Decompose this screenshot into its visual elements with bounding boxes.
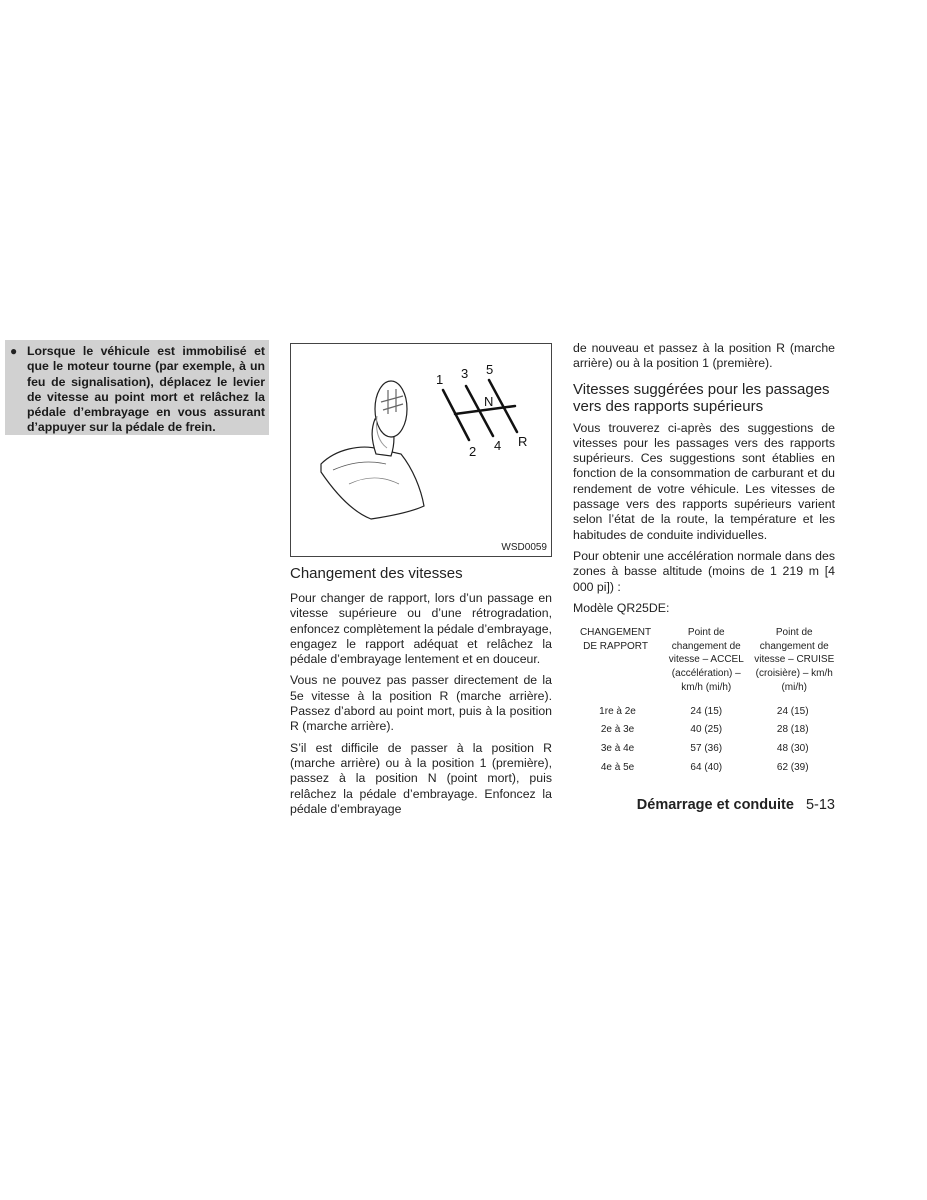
table-cell: 4e à 5e — [600, 761, 635, 773]
table-cell: 24 (15) — [776, 705, 809, 717]
section-gear-change — [290, 565, 552, 817]
paragraph: S’il est difficile de passer à la position R (marche arrière) ou à la position 1 (première), passez à la position N (point mort), puis relâchez la pédale d’embrayage. Enfoncez la pédale d’embrayage — [290, 740, 552, 816]
warning-bullet: ● — [10, 344, 18, 358]
table-cell: 28 (18) — [776, 724, 809, 736]
shift-speed-table — [573, 626, 835, 777]
page-number: 5-13 — [805, 797, 835, 813]
section-heading: Changement des vitesses — [290, 565, 463, 582]
gear-5-label: 5 — [486, 362, 494, 377]
table-cell: 24 (15) — [690, 705, 723, 717]
table-header-row — [573, 626, 835, 694]
warning-text: Lorsque le véhicule est immobilisé et que le moteur tourne (par exemple, à un feu de signalisation), déplacez le levier de vitesse au point mort et relâchez la pédale d’embrayage en vous assurant d’appuyer sur la pédale de frein. — [27, 344, 265, 435]
table-cell: 3e à 4e — [600, 743, 635, 755]
paragraph: Pour changer de rapport, lors d’un passage en vitesse supérieure ou d’une rétrogradation, enfoncez complètement la pédale d’embrayage, engagez le rapport adéquat et relâchez la pédale d’embrayage lentement et en douceur. — [290, 591, 552, 667]
page-footer — [637, 797, 835, 813]
section-heading: Vitesses suggérées pour les passages vers des rapports supérieurs — [573, 380, 830, 415]
table-cell: 57 (36) — [690, 743, 723, 755]
table-cell: 2e à 3e — [600, 724, 635, 736]
gear-1-label: 1 — [436, 372, 444, 387]
gear-r-label: R — [518, 434, 528, 449]
table-cell: 1re à 2e — [599, 705, 636, 717]
paragraph-continuation: de nouveau et passez à la position R (marche arrière) ou à la position 1 (première). — [573, 341, 835, 371]
table-cell: 64 (40) — [690, 761, 723, 773]
figure-code: WSD0059 — [501, 542, 547, 553]
gear-shift-figure — [290, 343, 552, 557]
table-header: Point de changement de vitesse – ACCEL (accélération) – km/h (mi/h) — [668, 627, 744, 693]
gear-2-label: 2 — [469, 444, 477, 459]
shift-pattern-illustration — [291, 344, 551, 556]
table-header: Point de changement de vitesse – CRUISE (croisière) – km/h (mi/h) — [754, 627, 835, 693]
gear-4-label: 4 — [494, 438, 502, 453]
table-cell: 40 (25) — [690, 724, 723, 736]
gear-3-label: 3 — [461, 366, 469, 381]
model-label: Modèle QR25DE: — [573, 600, 670, 615]
footer-section-title: Démarrage et conduite — [636, 797, 794, 813]
right-column — [573, 341, 835, 777]
paragraph: Vous ne pouvez pas passer directement de la 5e vitesse à la position R (marche arrière). Passez d’abord au point mort, puis à la position R (marche arrière). — [290, 673, 552, 734]
table-cell: 62 (39) — [776, 761, 809, 773]
paragraph: Pour obtenir une accélération normale dans des zones à basse altitude (moins de 1 219 m [4 000 pi]) : — [573, 548, 835, 594]
gear-n-label: N — [484, 394, 494, 409]
table-header: CHANGEMENT DE RAPPORT — [579, 627, 652, 652]
paragraph: Vous trouverez ci-après des suggestions de vitesses pour les passages vers des rapports supérieurs. Ces suggestions sont établies en fonction de la consommation de carburant et du rendement de votre véhicule. Les vitesses de passage vers des rapports supérieurs varient selon l’état de la route, la température et les habitudes de conduite individuelles. — [573, 420, 835, 542]
table-cell: 48 (30) — [776, 743, 809, 755]
